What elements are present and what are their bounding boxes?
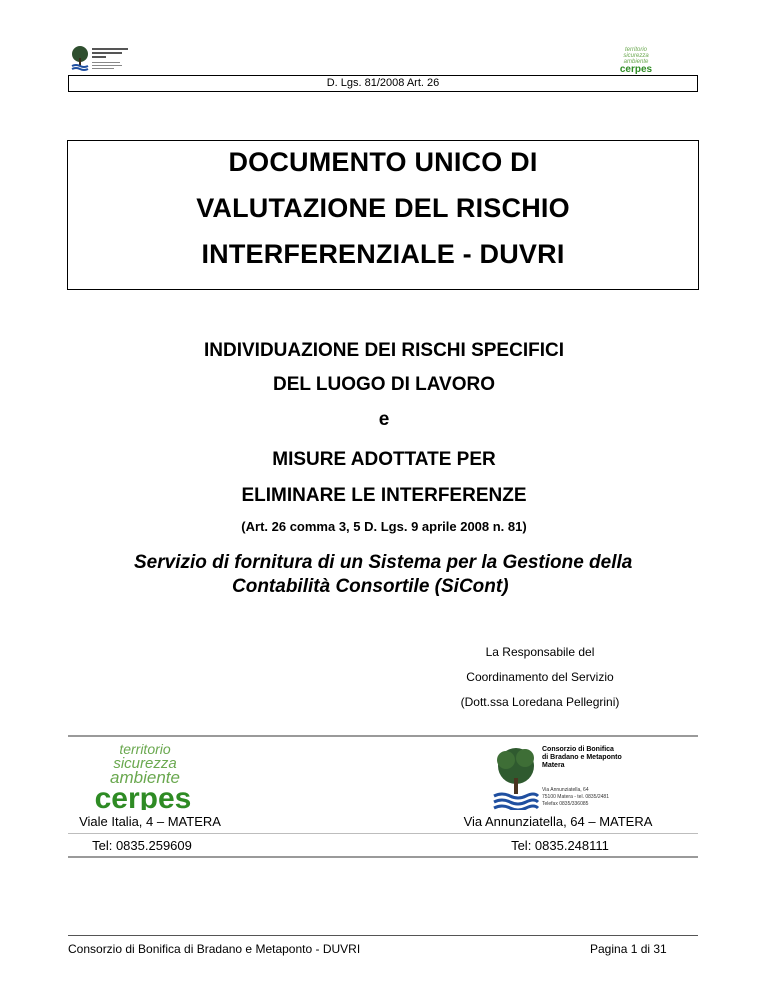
footer-rule bbox=[68, 935, 698, 936]
cerpes-logo-l1: territorio bbox=[119, 742, 171, 757]
consorzio-tel: Tel: 0835.248111 bbox=[511, 838, 609, 853]
footer-left: Consorzio di Bonifica di Bradano e Metaponto - DUVRI bbox=[68, 942, 361, 956]
service-line-1: Servizio di fornitura di un Sistema per la Gestione della bbox=[134, 552, 633, 573]
responsible-line-2: Coordinamento del Servizio bbox=[466, 670, 614, 684]
cerpes-tel: Tel: 0835.259609 bbox=[92, 838, 192, 853]
cerpes-small-l3: ambiente bbox=[623, 59, 649, 65]
consorzio-logo-a3: Telefax 0835/336085 bbox=[542, 801, 589, 807]
cerpes-logo-l3: ambiente bbox=[110, 768, 180, 787]
cerpes-small-l2: sicurezza bbox=[623, 53, 649, 59]
header-strip-text: D. Lgs. 81/2008 Art. 26 bbox=[326, 77, 440, 89]
consorzio-address: Via Annunziatella, 64 – MATERA bbox=[463, 814, 653, 829]
service-line-2: Contabilità Consortile (SiCont) bbox=[232, 576, 509, 597]
cerpes-logo-small bbox=[611, 44, 661, 74]
responsible-line-1: La Responsabile del bbox=[485, 645, 595, 659]
consorzio-logo-l2: di Bradano e Metaponto bbox=[542, 754, 622, 761]
subtitle-line-4: MISURE ADOTTATE PER bbox=[272, 449, 496, 470]
subtitle-line-3: e bbox=[378, 409, 390, 430]
consorzio-logo bbox=[492, 742, 622, 810]
responsible-line-3: (Dott.ssa Loredana Pellegrini) bbox=[460, 695, 620, 709]
title-box bbox=[67, 140, 699, 290]
address-mid-rule bbox=[68, 833, 698, 834]
title-line-2: VALUTAZIONE DEL RISCHIO bbox=[196, 193, 570, 223]
cerpes-address: Viale Italia, 4 – MATERA bbox=[79, 814, 221, 829]
cerpes-small-l1: territorio bbox=[624, 47, 648, 53]
footer-page-number: Pagina 1 di 31 bbox=[590, 942, 667, 956]
header-strip bbox=[68, 75, 698, 92]
address-bottom-rule bbox=[68, 856, 698, 858]
cerpes-logo bbox=[70, 742, 220, 810]
consorzio-logo-l3: Matera bbox=[542, 762, 565, 769]
consorzio-logo-a1: Via Annunziatella, 64 bbox=[542, 787, 589, 793]
subtitle-line-2: DEL LUOGO DI LAVORO bbox=[272, 374, 496, 395]
cerpes-logo-l4: cerpes bbox=[94, 782, 192, 810]
title-line-3: INTERFERENZIALE - DUVRI bbox=[201, 239, 565, 269]
consorzio-logo-a2: 75100 Matera - tel. 0835/2481 bbox=[542, 794, 609, 800]
cerpes-small-l4: cerpes bbox=[619, 64, 653, 74]
subtitle-reference: (Art. 26 comma 3, 5 D. Lgs. 9 aprile 2008 n. 81) bbox=[241, 519, 527, 534]
address-top-rule bbox=[68, 735, 698, 737]
title-line-1: DOCUMENTO UNICO DI bbox=[228, 147, 538, 177]
cerpes-logo-l2: sicurezza bbox=[113, 755, 177, 772]
consorzio-logo-l1: Consorzio di Bonifica bbox=[542, 746, 614, 753]
consorzio-logo-small bbox=[70, 44, 140, 74]
subtitle-line-1: INDIVIDUAZIONE DEI RISCHI SPECIFICI bbox=[204, 340, 564, 361]
subtitle-line-5: ELIMINARE LE INTERFERENZE bbox=[241, 485, 527, 506]
